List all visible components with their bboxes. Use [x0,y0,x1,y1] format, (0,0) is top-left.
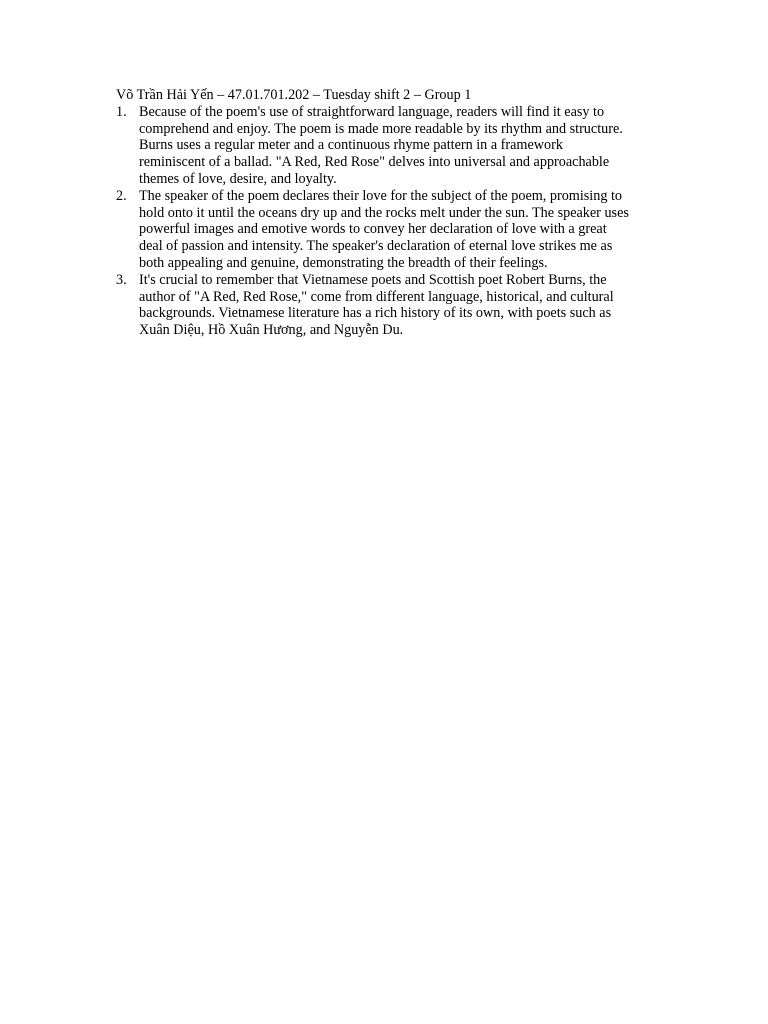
answer-line: reminiscent of a ballad. "A Red, Red Rose" delves into universal and approachable [139,154,610,171]
answer-line: The speaker of the poem declares their love for the subject of the poem, promising to [139,187,623,204]
answer-item-2 [116,188,676,272]
answer-line: Because of the poem's use of straightforward language, readers will find it easy to [139,103,605,120]
answer-line: Xuân Diệu, Hồ Xuân Hương, and Nguyễn Du. [139,322,404,339]
answer-item-3 [116,272,676,339]
student-info-header: Võ Trần Hải Yến – 47.01.701.202 – Tuesday shift 2 – Group 1 [116,87,472,103]
answer-line: themes of love, desire, and loyalty. [139,170,337,187]
document-page [116,87,676,339]
answer-item-1 [116,104,676,188]
answer-line: both appealing and genuine, demonstrating the breadth of their feelings. [139,254,548,271]
answer-list [116,104,676,339]
answer-line: comprehend and enjoy. The poem is made more readable by its rhythm and structure. [139,120,623,137]
answer-number: 2. [116,187,127,204]
answer-line: hold onto it until the oceans dry up and the rocks melt under the sun. The speaker uses [139,204,629,221]
answer-line: It's crucial to remember that Vietnamese poets and Scottish poet Robert Burns, the [139,271,607,288]
answer-line: powerful images and emotive words to convey her declaration of love with a great [139,221,607,238]
answer-line: Burns uses a regular meter and a continuous rhyme pattern in a framework [139,137,563,154]
answer-line: backgrounds. Vietnamese literature has a rich history of its own, with poets such as [139,305,612,322]
answer-line: deal of passion and intensity. The speaker's declaration of eternal love strikes me as [139,238,613,255]
answer-number: 3. [116,271,127,288]
answer-number: 1. [116,103,127,120]
answer-line: author of "A Red, Red Rose," come from different language, historical, and cultural [139,288,614,305]
